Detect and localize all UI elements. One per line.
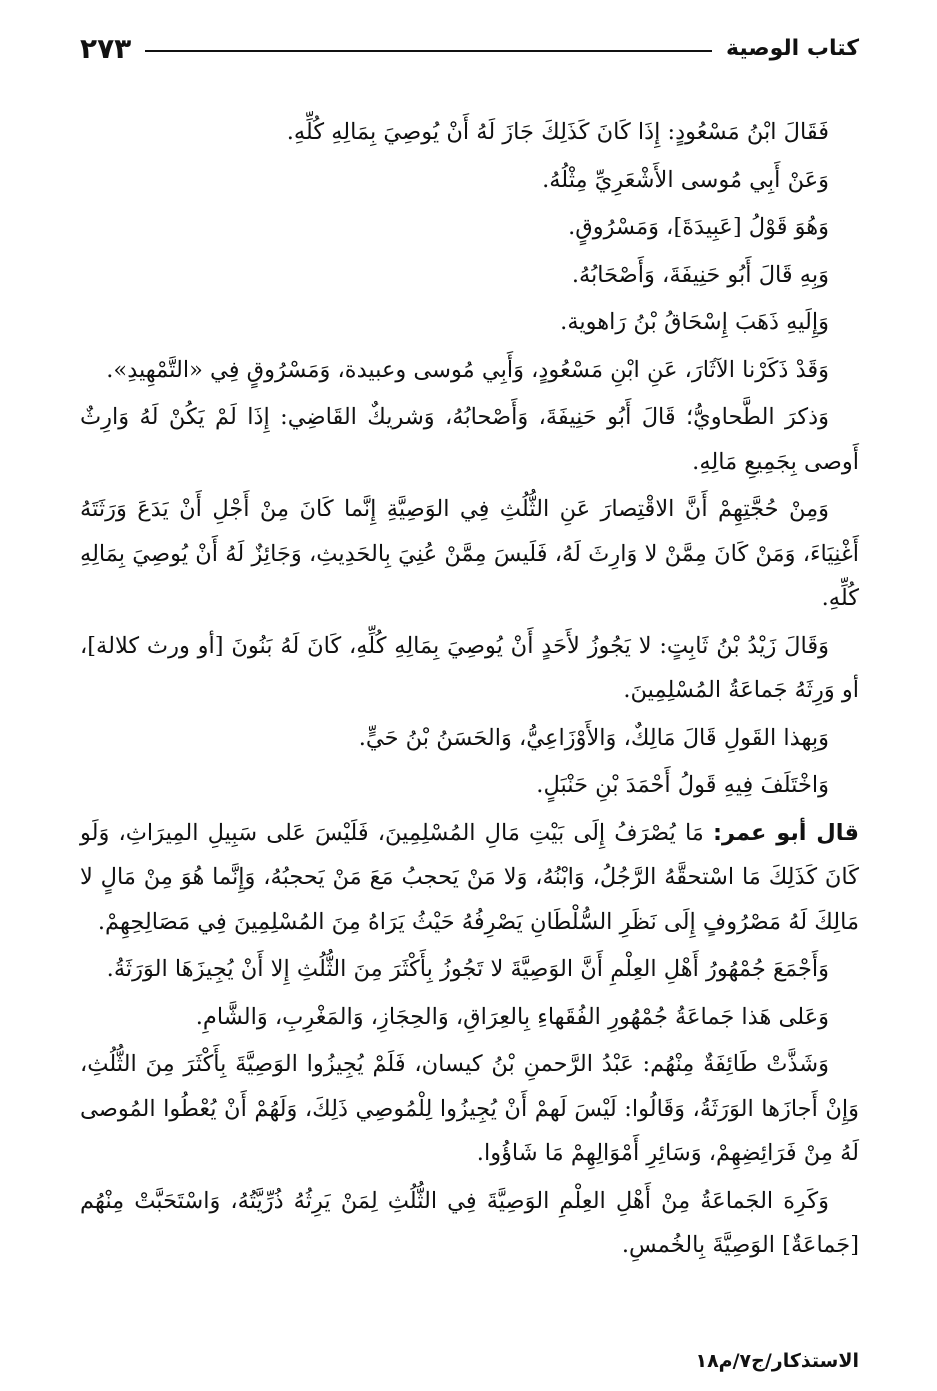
paragraph-text: وَعَلى هَذا جَماعَةُ جُمْهُورِ الفُقَهاءِ بِالعِرَاقِ، وَالحِجَازِ، وَالمَغْرِبِ، وَالشَّامِ.	[195, 1003, 829, 1030]
paragraph-text: وَأَجْمَعَ جُمْهُورُ أَهْلِ العِلْمِ أَنَّ الوَصِيَّةَ لا تَجُوزُ بِأَكْثَرَ مِنَ الثُّلُثِ إِلا أَنْ يُجِيزَهَا الوَرَثَةُ.	[106, 956, 829, 982]
paragraph	[80, 995, 859, 1040]
paragraph-text: وَبِهذا القَولِ قَالَ مَالِكٌ، وَالأَوْزَاعِيُّ، وَالحَسَنُ بْنُ حَيٍّ.	[358, 724, 829, 751]
paragraph	[80, 205, 859, 250]
paragraph-text: وَإِلَيهِ ذَهَبَ إِسْحَاقُ بْنُ رَاهوية.	[560, 309, 829, 335]
paragraph-text: وَعَنْ أَبِي مُوسى الأَشْعَرِيِّ مِثْلُهُ.	[542, 166, 829, 193]
paragraph-text: وَهُوَ قَوْلُ [عَبِيدَةَ]، وَمَسْرُوقٍ.	[568, 214, 829, 240]
paragraph	[80, 624, 859, 713]
paragraph	[80, 487, 859, 621]
paragraph-text: وَاخْتَلَفَ فِيهِ قَولُ أَحْمَدَ بْنِ حَنْبَلٍ.	[536, 772, 829, 798]
paragraph	[80, 947, 859, 992]
paragraph	[80, 395, 859, 484]
paragraph-text: مَا يُصْرَفُ إِلَى بَيْتِ مَالِ المُسْلِمِينَ، فَلَيْسَ عَلى سَبِيلِ المِيرَاثِ، وَلَو كَانَ كَذَلِكَ مَا اسْتحقَّهُ الرَّجُلُ، وَابْنُهُ، وَلا مَنْ يَحجبُ مَعَ مَنْ يَحجبُهُ، وَإِنَّما هُوَ مِنْ مَالٍ لا مَالِكَ لَهُ مَصْرُوفٍ إِلَى نَظَرِ السُّلْطَانِ يَصْرِفُهُ حَيْثُ يَرَاهُ مِنَ المُسْلِمِينَ فِي مَصَالِحِهِمْ.	[80, 819, 859, 935]
paragraph	[80, 1042, 859, 1176]
paragraph	[80, 716, 859, 761]
paragraph	[80, 1179, 859, 1268]
signature-mark: الاستذكار/ج٧/م١٨	[695, 1350, 859, 1372]
paragraph	[80, 158, 859, 203]
paragraph	[80, 300, 859, 345]
page-number: ٢٧٣	[80, 31, 132, 65]
paragraph	[80, 348, 859, 393]
body-text	[80, 110, 859, 1268]
paragraph-text: وَشَذَّتْ طَائِفَةٌ مِنْهُم: عَبْدُ الرَّحمنِ بْنُ كيسان، فَلَمْ يُجِيزُوا الوَصِيَّةَ بِأَكْثَرَ مِنَ الثُّلُثِ، وَإِنْ أَجازَها الوَرَثَةُ، وَقَالُوا: لَيْسَ لَهمْ أَنْ يُجِيزُوا لِلْمُوصِي ذَلِكَ، وَلَهُمْ أَنْ يُعْطُوا المُوصى لَهُ مِنْ فَرَائِضِهِمْ، وَسَائِرِ أَمْوَالِهِمْ مَا شَاؤُوا.	[80, 1051, 859, 1166]
paragraph	[80, 763, 859, 808]
paragraph-text: وَقَدْ ذَكَرْنا الآثَارَ، عَنِ ابْنِ مَسْعُودٍ، وَأَبِي مُوسى وعبيدة، وَمَسْرُوقٍ فِي «التَّمْهِيدِ».	[106, 356, 829, 383]
paragraph-text: وَبِهِ قَالَ أَبُو حَنِيفَةَ، وَأَصْحَابُهُ.	[571, 261, 829, 288]
running-title: كتاب الوصية	[726, 35, 859, 61]
paragraph-text: فَقَالَ ابْنُ مَسْعُودٍ: إِذَا كَانَ كَذَلِكَ جَازَ لَهُ أَنْ يُوصِيَ بِمَالِهِ كُلِّهِ.	[286, 119, 829, 145]
speaker-lead: قال أبو عمر:	[712, 819, 859, 846]
page-header	[80, 28, 859, 68]
paragraph-text: وَمِنْ حُجَّتِهِمْ أَنَّ الاقْتِصارَ عَنِ الثُّلُثِ فِي الوَصِيَّةِ إِنَّما كَانَ مِنْ أَجْلِ أَنْ يَدَعَ وَرَثَتَهُ أَغْنِيَاءَ، وَمَنْ كَانَ مِمَّنْ لا وَارِثَ لَهُ، فَلَيسَ مِمَّنْ عُنِيَ بِالحَدِيثِ، وَجَائِزٌ لَهُ أَنْ يُوصِيَ بِمَالِهِ كُلِّهِ.	[80, 496, 859, 611]
paragraph-text: وَكَرِهَ الجَماعَةُ مِنْ أَهْلِ العِلْمِ الوَصِيَّةَ فِي الثُّلُثِ لِمَنْ يَرِثُهُ ذُرِّيَّتُهُ، وَاسْتَحَبَّتْ مِنْهُم [جَماعَةٌ] الوَصِيَّةَ بِالخُمسِ.	[80, 1187, 859, 1258]
paragraph-text: وَقَالَ زَيْدُ بْنُ ثَابِتٍ: لا يَجُوزُ لأَحَدٍ أَنْ يُوصِيَ بِمَالِهِ كُلِّهِ، كَانَ لَهُ بَنُونَ [أو ورث كلالة]، أو وَرِثَهُ جَماعَةُ المُسْلِمِينَ.	[80, 632, 859, 703]
paragraph	[80, 253, 859, 298]
header-rule	[145, 50, 712, 52]
paragraph	[80, 811, 859, 945]
paragraph	[80, 110, 859, 155]
paragraph-text: وَذكرَ الطَّحاويُّ؛ قَالَ أَبُو حَنِيفَةَ، وَأَصْحابُهُ، وَشريكٌ القَاضِي: إِذَا لَمْ يَكُنْ لَهُ وَارِثٌ أَوصى بِجَمِيعِ مَالِهِ.	[80, 404, 859, 475]
